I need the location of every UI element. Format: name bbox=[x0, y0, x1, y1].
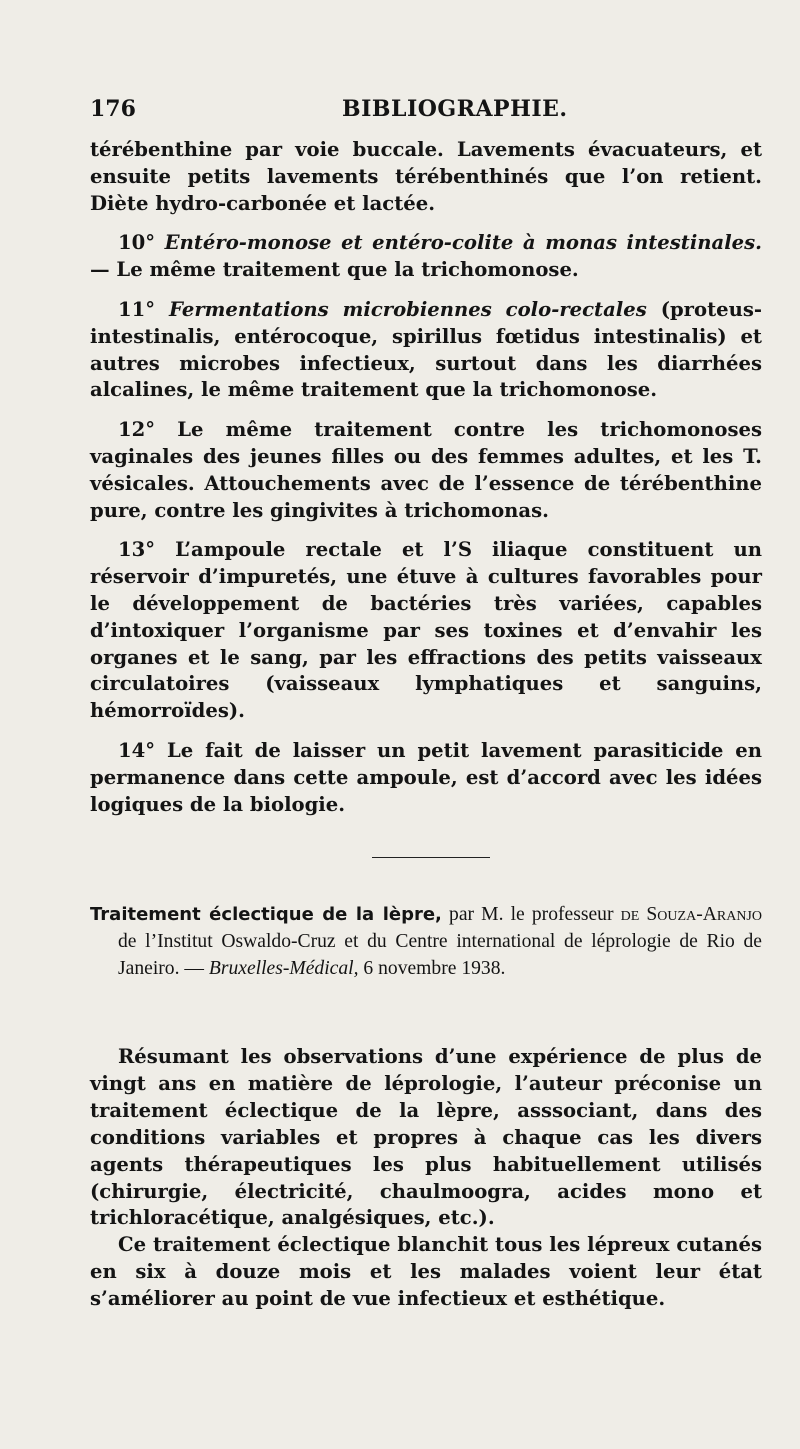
summary-paragraph-1: Résumant les observations d’une expérience de plus de vingt ans en matière de léprologie, l’auteur préconise un traitement éclectique de la lèpre, asssociant, dans des conditions variables et propres à chaque cas les divers agents thérapeutiques les plus habituellement utilisés (chirurgie, électricité, chaulmoogra, acides mono et trichloracétique, analgésiques, etc.). bbox=[90, 1045, 762, 1230]
summary-text bbox=[90, 1044, 762, 1313]
summary-paragraph-2: Ce traitement éclectique blanchit tous les lépreux cutanés en six à douze mois et les malades voient leur état s’améliorer au point de vue infectieux et esthétique. bbox=[90, 1233, 762, 1311]
reference-date: 6 novembre 1938. bbox=[358, 957, 506, 979]
paragraph-12: 12° Le même traitement contre les trichomonoses vaginales des jeunes filles ou des femmes adultes, et les T. vésicales. Attouchements avec de l’essence de térébenthine pure, contre les gingivites à trichomonas. bbox=[90, 418, 762, 522]
item-text: — Le même traitement que la trichomonose. bbox=[90, 258, 579, 282]
item-number: 11° bbox=[118, 297, 156, 321]
paragraph-11 bbox=[90, 297, 762, 404]
paragraph-14: 14° Le fait de laisser un petit lavement parasiticide en permanence dans cette ampoule, est d’accord avec les idées logiques de la biologie. bbox=[90, 738, 762, 816]
item-title: Entéro-monose et entéro-colite à monas intestinales. bbox=[164, 231, 762, 255]
page-header bbox=[90, 96, 762, 126]
reference-journal: Bruxelles-Médical, bbox=[208, 957, 359, 979]
page-number: 176 bbox=[90, 96, 136, 122]
item-title: Fermentations microbiennes colo-rectales bbox=[169, 297, 647, 321]
reference-affiliation: de l’Institut Oswaldo-Cruz et du Centre international de léprologie de Rio de Janeiro. — bbox=[118, 930, 762, 979]
paragraph-13: 13° L’ampoule rectale et l’S iliaque constituent un réservoir d’impuretés, une étuve à cultures favorables pour le développement de bactéries très variées, capables d’intoxiquer l’organisme par ses toxines et d’envahir les organes et le sang, par les effractions des petits vaisseaux circulatoires (vaisseaux lymphatiques et sanguins, hémorroïdes). bbox=[90, 538, 762, 723]
reference-entry bbox=[90, 902, 762, 982]
reference-author: de Souza-Aranjo bbox=[620, 904, 762, 925]
reference-by: par M. le professeur bbox=[441, 904, 621, 925]
paragraph-10 bbox=[90, 230, 762, 284]
running-title: BIBLIOGRAPHIE. bbox=[342, 96, 568, 122]
main-text bbox=[90, 137, 762, 831]
paragraph-continuation: térébenthine par voie buccale. Lavements évacuateurs, et ensuite petits lavements térébenthinés que l’on retient. Diète hydro-carbonée et lactée. bbox=[90, 138, 762, 215]
item-text: (proteus-intestinalis, entérocoque, spirillus fœtidus intestinalis) et autres microbes infectieux, surtout dans les diarrhées alcalines, le même traitement que la trichomonose. bbox=[90, 297, 762, 402]
bibliographic-reference bbox=[90, 902, 762, 982]
item-number: 10° bbox=[118, 231, 156, 255]
section-divider bbox=[372, 857, 490, 858]
reference-title: Traitement éclectique de la lèpre, bbox=[90, 904, 442, 925]
